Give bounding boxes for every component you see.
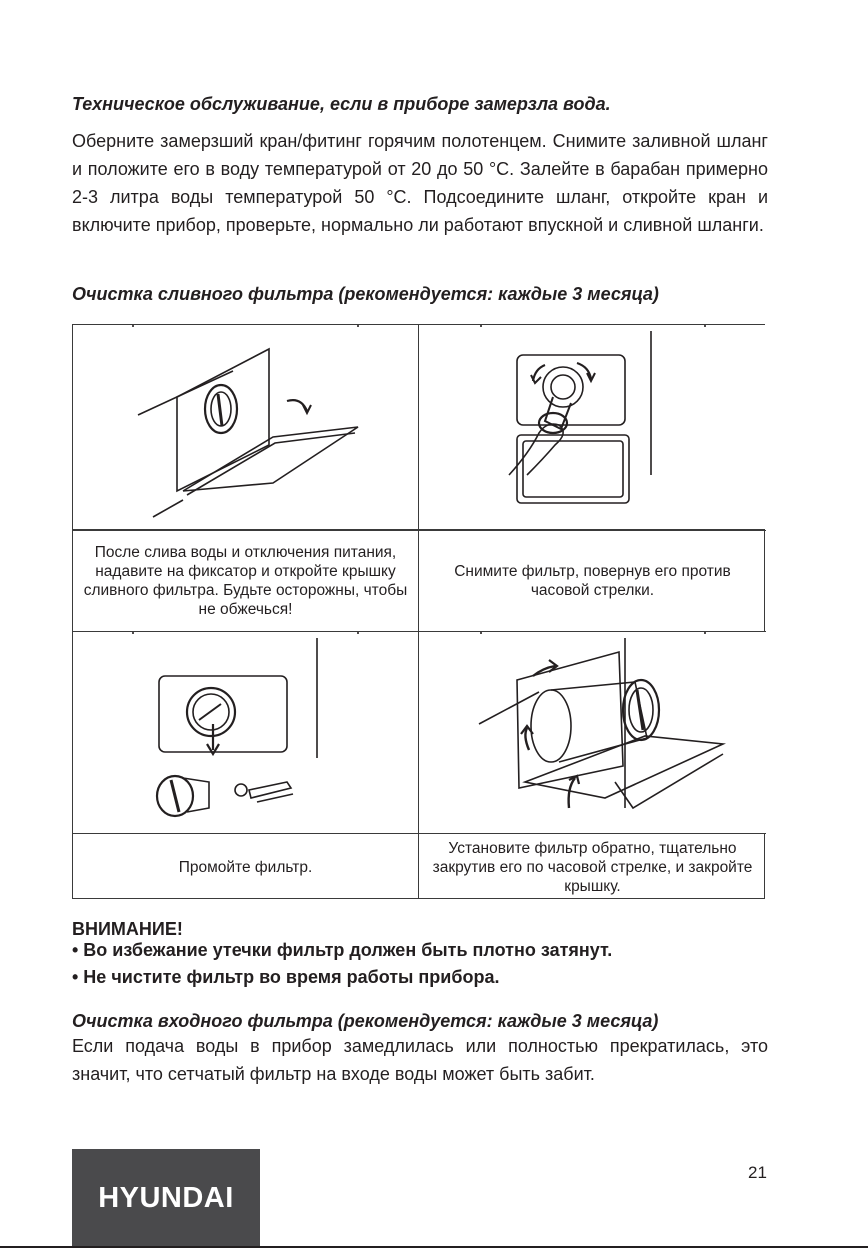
step-caption-unscrew-filter: Снимите фильтр, повернув его против часовой стрелки. bbox=[419, 530, 766, 630]
warning-item: • Во избежание утечки фильтр должен быть плотно затянут. bbox=[72, 940, 613, 960]
illustration-unscrew-filter bbox=[419, 325, 766, 529]
install-filter-icon bbox=[419, 632, 766, 834]
drain-filter-steps-table bbox=[72, 324, 765, 899]
illustration-wash-filter bbox=[73, 631, 418, 833]
page-number: 21 bbox=[748, 1163, 767, 1182]
brand-logo bbox=[72, 1149, 260, 1248]
section-body-frozen-water: Оберните замерзший кран/фитинг горячим полотенцем. Снимите заливной шланг и положите его в воду температурой от 20 до 50 °С. Залейте в барабан примерно 2-3 литра воды температурой 50 °С. Подсоедините шланг, откройте кран и включите прибор, проверьте, нормально ли работают впускной и сливной шланги. bbox=[72, 131, 768, 235]
section-heading-inlet-filter: Очистка входного фильтра (рекомендуется: каждые 3 месяца) bbox=[72, 1011, 659, 1031]
unscrew-filter-icon bbox=[419, 325, 766, 529]
illustration-open-filter-cover bbox=[73, 325, 418, 529]
open-cover-icon bbox=[73, 325, 418, 529]
warning-title: ВНИМАНИЕ! bbox=[72, 919, 183, 939]
warning-item: • Не чистите фильтр во время работы прибора. bbox=[72, 967, 500, 987]
column-divider bbox=[418, 325, 419, 898]
step-caption-open-cover: После слива воды и отключения питания, надавите на фиксатор и откройте крышку сливного фильтра. Будьте осторожны, чтобы не обжечься! bbox=[73, 530, 418, 630]
section-body-inlet-filter: Если подача воды в прибор замедлилась или полностью прекратилась, это значит, что сетчатый фильтр на входе воды может быть забит. bbox=[72, 1036, 768, 1084]
section-heading-frozen-water: Техническое обслуживание, если в приборе замерзла вода. bbox=[72, 94, 611, 114]
section-heading-drain-filter: Очистка сливного фильтра (рекомендуется: каждые 3 месяца) bbox=[72, 284, 659, 304]
step-caption-install-filter: Установите фильтр обратно, тщательно закрутив его по часовой стрелке, и закройте крышку. bbox=[419, 833, 766, 900]
brand-logo-text: HYUNDAI bbox=[98, 1182, 234, 1214]
wash-filter-icon bbox=[73, 632, 418, 834]
step-caption-wash-filter: Промойте фильтр. bbox=[73, 833, 418, 900]
illustration-install-filter bbox=[419, 631, 766, 833]
